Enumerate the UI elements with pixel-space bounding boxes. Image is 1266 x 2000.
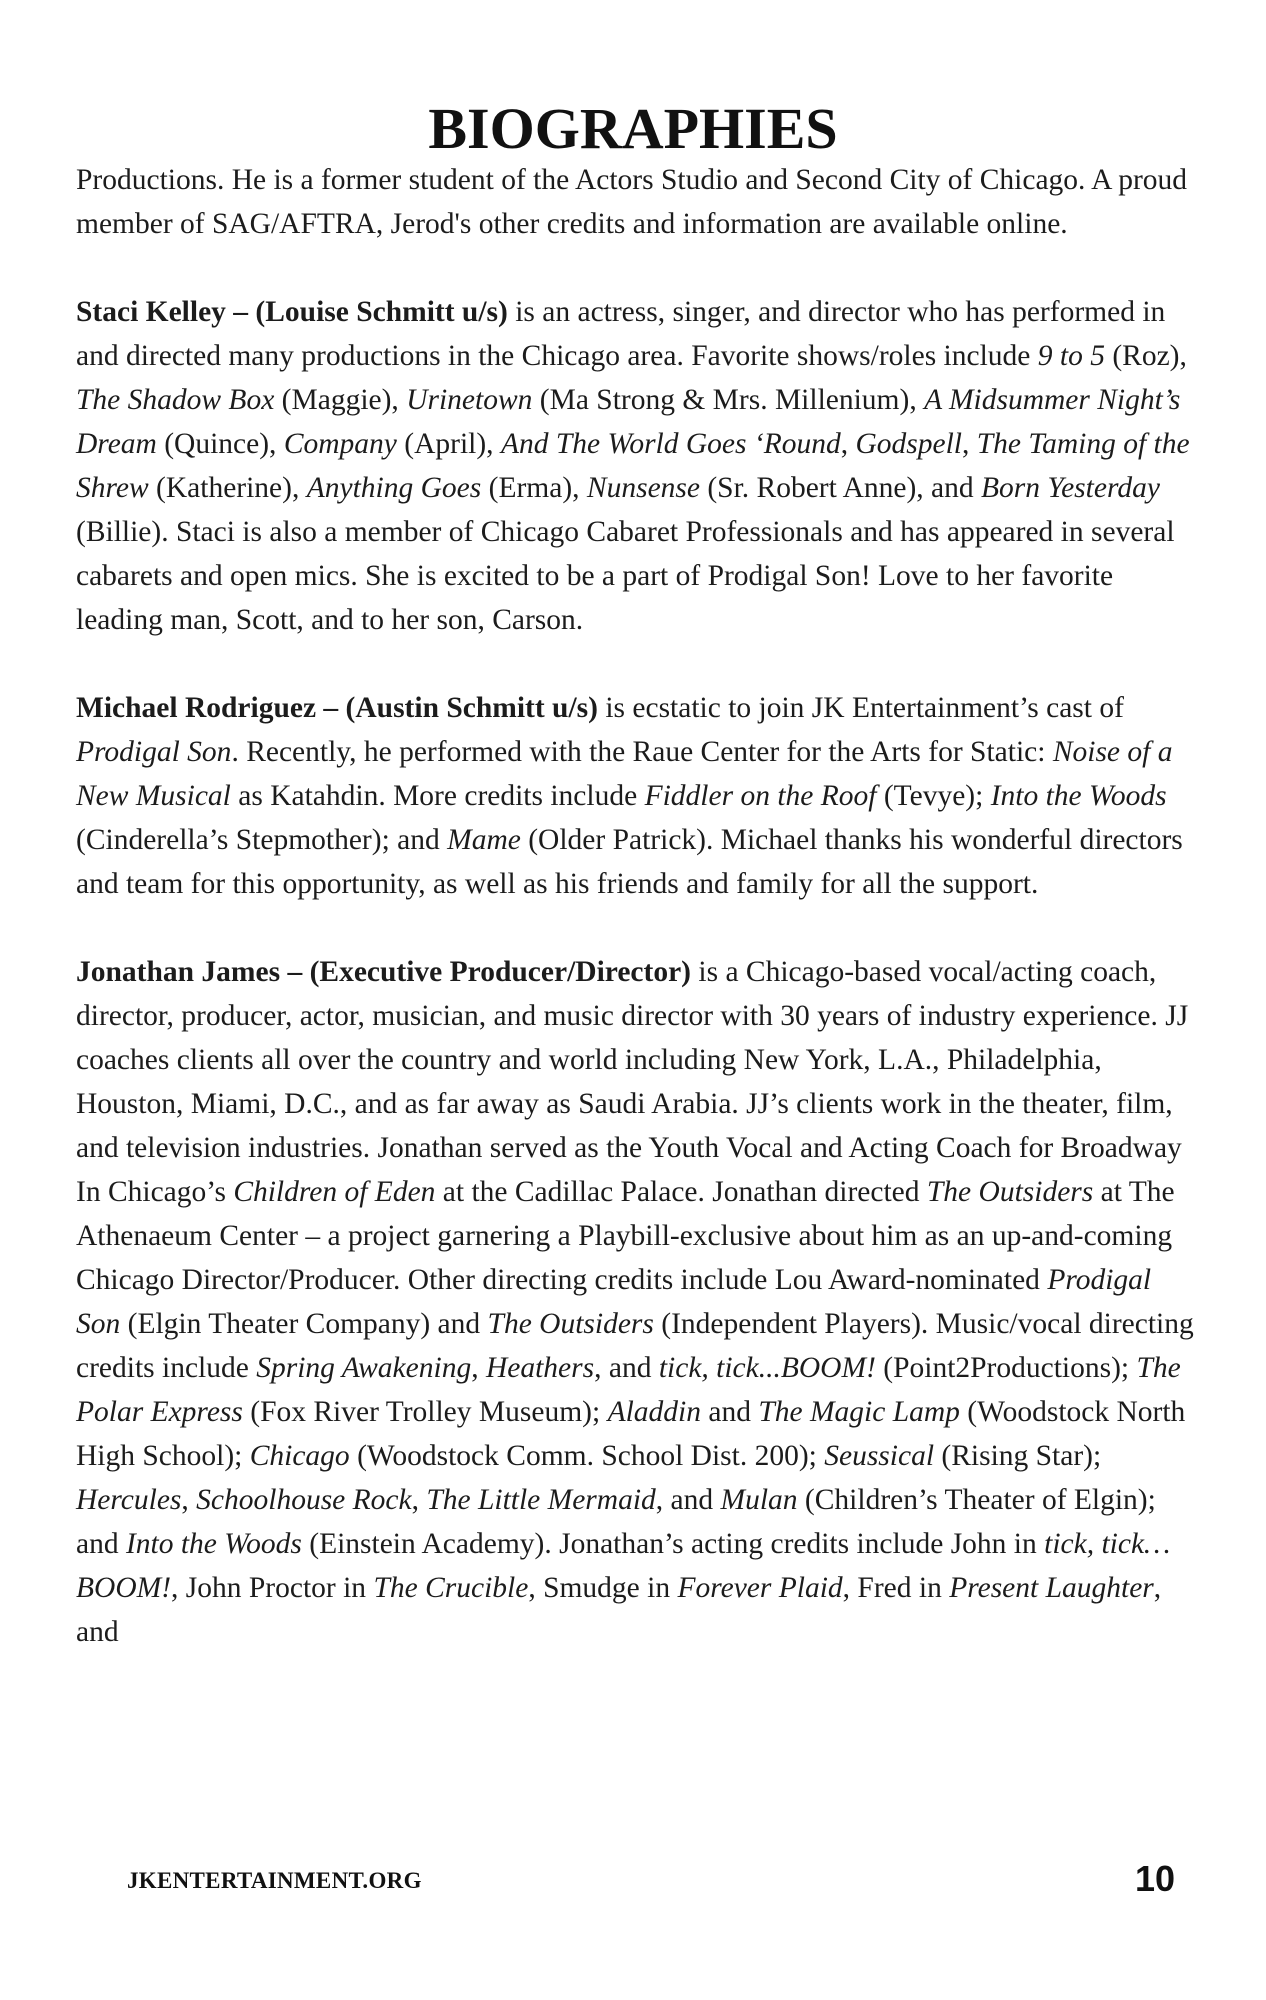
page-title: BIOGRAPHIES [428, 95, 838, 161]
work-title: 9 to 5 [1037, 340, 1105, 372]
work-title: The Outsiders [487, 1308, 654, 1340]
bio-text: (Cinderella’s Stepmother); and [76, 824, 448, 856]
work-title: The Outsiders [926, 1176, 1094, 1208]
bio-text: , and [76, 1572, 1162, 1648]
bio-text: (Children’s Theater of Elgin); and [76, 1484, 1156, 1560]
bio-text: is a Chicago-based vocal/acting coach, director, producer, actor, musician, and music director with 30 years of industry experience. JJ coaches clients all over the country and world including New York, L.A., Philadelphia, Houston, Miami, D.C., and as far away as Saudi Arabia. JJ’s clients work in the theater, film, and television industries. Jonathan served as the Youth Vocal and Acting Coach for Broadway In Chicago’s [76, 956, 1189, 1208]
work-title: Forever Plaid [677, 1572, 843, 1604]
bio-text: , and [594, 1352, 659, 1384]
bio-text: (Ma Strong & Mrs. Millenium), [532, 384, 925, 416]
bio-list [76, 290, 1196, 1654]
work-title: Prodigal Son [76, 1264, 1152, 1340]
bio-text: (Sr. Robert Anne), and [699, 472, 982, 504]
work-title: Nunsense [586, 472, 700, 504]
intro-paragraph: Productions. He is a former student of the Actors Studio and Second City of Chicago. A proud member of SAG/AFTRA, Jerod's other credits and information are available online. [76, 164, 1188, 240]
work-title: Heathers [485, 1352, 595, 1384]
work-title: Prodigal Son [76, 736, 232, 768]
work-title: Aladdin [607, 1396, 701, 1428]
bio-text: , [471, 1352, 486, 1384]
bio-text: (April), [396, 428, 501, 460]
work-title: Chicago [249, 1440, 350, 1472]
bio-paragraph [76, 950, 1196, 1654]
bio-text: as Katahdin. More credits include [230, 780, 645, 812]
footer-website: JKENTERTAINMENT.ORG [127, 1868, 422, 1893]
bio-text: , Smudge in [528, 1572, 678, 1604]
bio-text: (Fox River Trolley Museum); [242, 1396, 608, 1428]
bio-text: at the Cadillac Palace. Jonathan directed [435, 1176, 927, 1208]
bio-text: (Maggie), [274, 384, 407, 416]
work-title: Anything Goes [306, 472, 482, 504]
bio-text: (Woodstock Comm. School Dist. 200); [349, 1440, 825, 1472]
bio-text: (Einstein Academy). Jonathan’s acting credits include John in [301, 1528, 1045, 1560]
work-title: Born Yesterday [981, 472, 1160, 504]
work-title: Seussical [824, 1440, 935, 1472]
bio-text: (Roz), [1104, 340, 1187, 372]
bio-text: , [962, 428, 977, 460]
bio-text: (Older Patrick). Michael thanks his wonderful directors and team for this opportunity, as well as his friends and family for all the support. [76, 824, 1183, 900]
bio-text: (Erma), [481, 472, 587, 504]
bio-text: and [700, 1396, 759, 1428]
bio-text: (Elgin Theater Company) and [120, 1308, 488, 1340]
page-number: 10 [1134, 1858, 1175, 1899]
work-title: Spring Awakening [256, 1352, 472, 1384]
work-title: The Taming of the Shrew [76, 428, 1190, 504]
bio-text: , [411, 1484, 427, 1516]
bio-heading: Jonathan James – (Executive Producer/Director) [76, 956, 692, 988]
work-title: tick, tick…BOOM! [76, 1528, 1171, 1604]
work-title: The Crucible [373, 1572, 529, 1604]
work-title: Hercules [76, 1484, 182, 1516]
bio-text: , Fred in [842, 1572, 950, 1604]
work-title: Godspell [855, 428, 963, 460]
work-title: tick, tick...BOOM! [658, 1352, 876, 1384]
bio-paragraph [76, 290, 1196, 642]
work-title: And The World Goes ‘Round [500, 428, 841, 460]
work-title: Fiddler on the Roof [644, 780, 877, 812]
work-title: Children of Eden [233, 1176, 436, 1208]
bio-text: , [840, 428, 856, 460]
bio-text: (Woodstock North High School); [76, 1396, 1186, 1472]
bio-text: (Point2Productions); [875, 1352, 1137, 1384]
bio-text: . Recently, he performed with the Raue Center for the Arts for Static: [231, 736, 1053, 768]
bio-text: is an actress, singer, and director who has performed in and directed many productions in the Chicago area. Favorite shows/roles include [76, 296, 1166, 372]
work-title: Mulan [720, 1484, 798, 1516]
bio-text: (Rising Star); [934, 1440, 1102, 1472]
bio-text: (Tevye); [876, 780, 991, 812]
bio-text: , [181, 1484, 197, 1516]
bio-text: (Quince), [156, 428, 284, 460]
work-title: The Shadow Box [76, 384, 275, 416]
bio-text: (Billie). Staci is also a member of Chicago Cabaret Professionals and has appeared in several cabarets and open mics. She is excited to be a part of Prodigal Son! Love to her favorite leading man, Scott, and to her son, Carson. [76, 516, 1175, 636]
work-title: Schoolhouse Rock [196, 1484, 412, 1516]
work-title: Into the Woods [990, 780, 1167, 812]
work-title: The Magic Lamp [758, 1396, 960, 1428]
bio-text: (Independent Players). Music/vocal directing credits include [76, 1308, 1194, 1384]
bio-text: , John Proctor in [171, 1572, 374, 1604]
bio-heading: Staci Kelley – (Louise Schmitt u/s) [76, 296, 508, 328]
work-title: Company [283, 428, 397, 460]
work-title: The Polar Express [76, 1352, 1181, 1428]
work-title: Noise of a New Musical [76, 736, 1173, 812]
bio-text: is ecstatic to join JK Entertainment’s cast of [597, 692, 1124, 724]
bio-text: (Katherine), [148, 472, 307, 504]
work-title: Present Laughter [949, 1572, 1154, 1604]
bio-heading: Michael Rodriguez – (Austin Schmitt u/s) [76, 692, 598, 724]
bio-paragraph [76, 686, 1196, 906]
bio-text: at The Athenaeum Center – a project garnering a Playbill-exclusive about him as an up-and-coming Chicago Director/Producer. Other directing credits include Lou Award-nominated [76, 1176, 1175, 1296]
work-title: Into the Woods [125, 1528, 302, 1560]
work-title: Mame [447, 824, 521, 856]
work-title: A Midsummer Night’s Dream [76, 384, 1181, 460]
biographies-body [76, 158, 1196, 1654]
bio-text: , and [655, 1484, 721, 1516]
work-title: Urinetown [406, 384, 533, 416]
work-title: The Little Mermaid [426, 1484, 656, 1516]
